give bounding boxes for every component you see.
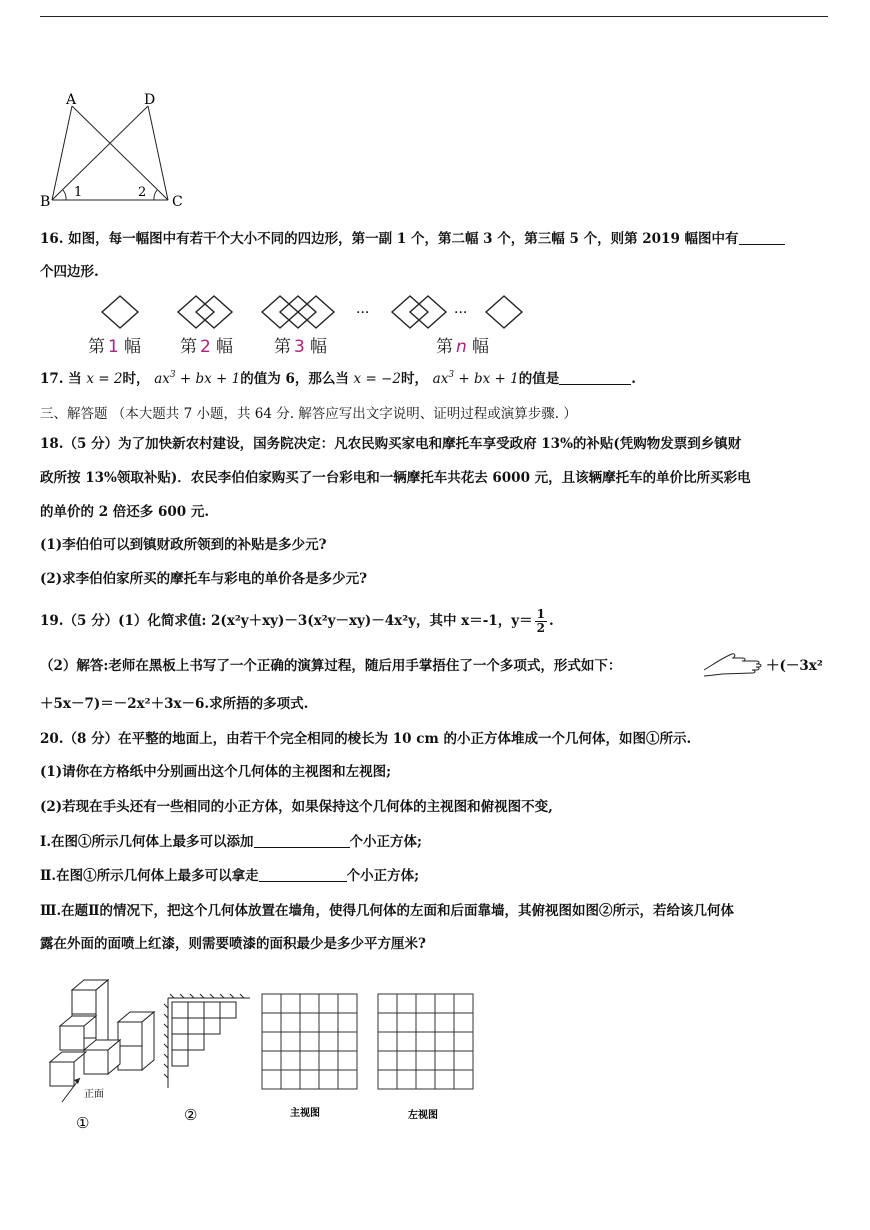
q19-fraction — [535, 608, 547, 635]
dots-between-figures: ··· — [356, 305, 370, 321]
q20-i-answer-blank[interactable] — [254, 833, 350, 848]
caption-di-3: 第 — [274, 337, 291, 357]
q20-ii-answer-blank[interactable] — [259, 867, 347, 882]
q18-line1: 18.（5 分）为了加快新农村建设，国务院决定：凡农民购买家电和摩托车享受政府 13%的补贴(凭购物发票到乡镇财 — [40, 436, 742, 452]
point-a-label: A — [66, 92, 77, 108]
caption-fu-1: 幅 — [124, 337, 141, 357]
point-b-label: B — [40, 194, 51, 210]
q17-answer-blank[interactable] — [559, 370, 631, 385]
q19-part2-text: （2）解答:老师在黑板上书写了一个正确的演算过程，随后用手掌捂住了一个多项式，形式如下： — [40, 658, 622, 674]
hand-icon — [702, 650, 764, 680]
q20-i-post: 个小正方体; — [349, 834, 422, 850]
caption-fu-n: 幅 — [472, 337, 489, 357]
q17-condition-1: x = 2 — [86, 371, 123, 387]
fraction-numerator: 1 — [536, 607, 545, 621]
q16-diamonds-figure — [84, 292, 524, 358]
caption-num-n: n — [456, 337, 467, 357]
caption-di-1: 第 — [88, 337, 105, 357]
dots-in-nth-figure: ··· — [454, 305, 468, 321]
figure-1-label: ① — [76, 1114, 90, 1132]
caption-fu-3: 幅 — [310, 337, 327, 357]
q16-line1 — [40, 229, 785, 249]
point-c-label: C — [172, 194, 183, 210]
q20-part-iii-line2: 露在外面的面喷上红漆，则需要喷漆的面积最少是多少平方厘米? — [40, 936, 426, 952]
angle-1-label: 1 — [74, 185, 83, 200]
caption-num-2: 2 — [200, 337, 211, 357]
corner-top-view-figure — [164, 992, 254, 1122]
q17-line: 17. 当 x = 2时， $ax^3$ + bx + 1的值为 6，那么当 x = −2时， $ax^3$ + bx + 1的值是 . — [40, 370, 636, 387]
caption-di-n: 第 — [436, 337, 453, 357]
q17-mid-2: 时， — [400, 371, 428, 387]
caption-di-2: 第 — [180, 337, 197, 357]
left-view-grid — [376, 992, 476, 1122]
q17-post: 的值是 — [518, 371, 560, 387]
q17-expression-1: $ax^3$ + bx + 1 — [154, 370, 241, 387]
figure-2-label: ② — [184, 1106, 198, 1124]
cube-stack-figure — [44, 976, 164, 1134]
fig15-diagram — [36, 88, 186, 218]
angle-2-label: 2 — [138, 185, 147, 200]
point-d-label: D — [144, 92, 156, 108]
q16-answer-blank[interactable] — [739, 230, 785, 245]
q19-part1-text: 19.（5 分）(1）化简求值: 2(x²y＋xy)－3(x²y－xy)－4x²y，其中 x＝-1，y＝ — [40, 613, 533, 629]
q18-line3: 的单价的 2 倍还多 600 元. — [40, 504, 210, 520]
q18-line2: 政所按 13%领取补贴)．农民李伯伯家购买了一台彩电和一辆摩托车共花去 6000 元，且该辆摩托车的单价比所买彩电 — [40, 470, 751, 486]
main-view-grid — [260, 992, 360, 1122]
q17-condition-2: x = −2 — [353, 371, 401, 387]
q19-line3: ＋5x－7)＝－2x²＋3x－6.求所捂的多项式. — [40, 696, 309, 712]
q20-part-iii-line1: Ⅲ.在题Ⅱ的情况下，把这个几何体放置在墙角，使得几何体的左面和后面靠墙，其俯视图如图②所示，若给该几何体 — [40, 903, 735, 919]
caption-num-3: 3 — [294, 337, 305, 357]
q20-part2: (2)若现在手头还有一些相同的小正方体，如果保持这个几何体的主视图和俯视图不变, — [40, 799, 553, 815]
front-label: 正面 — [84, 1089, 104, 1100]
q20-line1: 20.（8 分）在平整的地面上，由若干个完全相同的棱长为 10 cm 的小正方体堆成一个几何体，如图①所示. — [40, 731, 692, 747]
main-view-label: 主视图 — [290, 1108, 320, 1119]
fraction-denominator: 2 — [536, 621, 545, 635]
caption-num-1: 1 — [108, 337, 119, 357]
q16-line2: 个四边形. — [40, 264, 99, 280]
q19-line1: 19.（5 分）(1）化简求值: 2(x²y＋xy)－3(x²y－xy)－4x²y，其中 x＝-1，y＝ $\frac{1}{2}$ . — [40, 607, 554, 635]
q20-part-ii — [40, 866, 419, 886]
caption-fu-2: 幅 — [216, 337, 233, 357]
q19-line2 — [40, 656, 621, 676]
q20-part1: (1)请你在方格纸中分别画出这个几何体的主视图和左视图; — [40, 764, 392, 780]
header-rule — [40, 16, 828, 17]
q17-expr-text: 的值为 6，那么当 — [240, 371, 349, 387]
section-3-heading: 三、解答题 （本大题共 7 小题，共 64 分. 解答应写出文字说明、证明过程或演算步骤. ） — [40, 406, 577, 422]
q17-expression-2: $ax^3$ + bx + 1 — [432, 370, 519, 387]
q18-part2: (2)求李伯伯家所买的摩托车与彩电的单价各是多少元? — [40, 571, 368, 587]
q20-ii-text: Ⅱ.在图①所示几何体上最多可以拿走 — [40, 868, 259, 884]
q17-mid-1: 时， — [122, 371, 150, 387]
q20-part-i — [40, 832, 422, 852]
q19-line2-tail: ＋(－3x² — [766, 658, 823, 674]
q16-text: 16. 如图，每一幅图中有若干个大小不同的四边形，第一副 1 个，第二幅 3 个，第三幅 5 个，则第 2019 幅图中有 — [40, 231, 739, 247]
left-view-label: 左视图 — [408, 1110, 438, 1121]
q20-ii-post: 个小正方体; — [346, 868, 420, 884]
q17-pre: 17. 当 — [40, 371, 82, 387]
q18-part1: (1)李伯伯可以到镇财政所领到的补贴是多少元? — [40, 537, 327, 553]
q20-i-text: Ⅰ.在图①所示几何体上最多可以添加 — [40, 834, 254, 850]
